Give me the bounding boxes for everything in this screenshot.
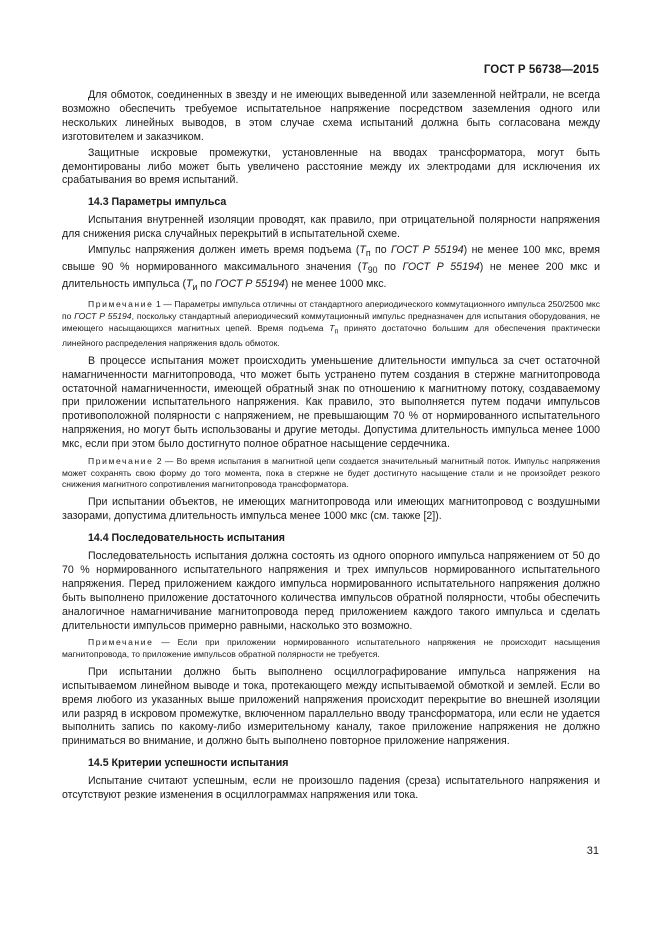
- paragraph-residual-magnetization: В процессе испытания может происходить уменьшение длительности импульса за счет остаточной намагниченности магнитопровода, что может быть устранено путем создания в стержне магнитопровода остаточной намагниченности, имеющей обратный знак по отношению к магнитному потоку, создаваемому при приложении испытательного напряжения. Как правило, это выполняется путем подачи импульсов противоположной полярности с напряжением, не превышающим 70 % от нормированного испытательного напряжения, но могут быть использованы и другие методы. Допустима длительность импульса менее 1000 мкс, если при этом было достигнуто полное обратное насыщение сердечника.: [62, 354, 600, 451]
- paragraph-test-sequence: Последовательность испытания должна состоять из одного опорного импульса напряжением от 50 до 70 % нормированного испытательного напряжения и трех импульсов нормированного испытательного напряжения. Перед приложением каждого импульса нормированного испытательного напряжения должно быть выполнено приложение достаточного количества импульсов обратной полярности, чтобы обеспечить аналогичное намагничивание магнитопровода перед приложением каждого такого импульса и сделать длительности импульсов примерно равными, насколько это возможно.: [62, 549, 600, 632]
- note-1: Примечание 1 — Параметры импульса отличны от стандартного апериодического коммутационного импульса 250/2500 мкс по ГОСТ Р 55194, поскольку стандартный апериодический коммутационный импульс предназначен для испытания оборудования, не имеющего насыщающихся магнитных цепей. Время подъема $T_п$ принято достаточно большим для обеспечения практически линейного распределения напряжения вдоль обмоток.: [62, 299, 601, 349]
- page-number: 31: [586, 845, 599, 857]
- note-label: Примечание: [88, 637, 154, 648]
- paragraph-oscillography: При испытании должно быть выполнено осциллографирование импульса напряжения на испытываемом линейном выводе и тока, протекающего между испытываемой обмоткой и землей. Если во время любого из указанных выше приложений напряжения происходит перекрытие во внешней изоляции или разряд в искровом промежутке, включенном параллельно вводу трансформатора, или если не удается выполнить запись по какому-либо измерительному каналу, такое приложение напряжения не должно приниматься во внимание, и должно быть выполнено повторное приложение напряжения.: [62, 665, 600, 748]
- paragraph-air-gaps: При испытании объектов, не имеющих магнитопровода или имеющих магнитопровод с воздушными зазорами, допустима длительность импульса менее 1000 мкс (см. также [2]).: [62, 496, 600, 523]
- paragraph-polarity: Испытания внутренней изоляции проводят, как правило, при отрицательной полярности напряжения для снижения риска случайных перекрытий в испытательной схеме.: [62, 214, 600, 241]
- section-heading-14-4: 14.4 Последовательность испытания: [88, 531, 285, 544]
- note-label: Примечание: [88, 456, 154, 467]
- paragraph-star-windings: Для обмоток, соединенных в звезду и не имеющих выведенной или заземленной нейтрали, не всегда возможно обеспечить требуемое испытательное напряжение посредством заземления одного или нескольких линейных выводов, в этом случае схема испытаний должна быть согласована между изготовителем и заказчиком.: [62, 89, 600, 143]
- note-3: Примечание — Если при приложении нормированного испытательного напряжения не происходит насыщения магнитопровода, то приложение импульсов обратной полярности не требуется.: [62, 637, 600, 660]
- paragraph-impulse-timing: Импульс напряжения должен иметь время подъема ($T_п$ по ГОСТ Р 55194) не менее 100 мкс, время свыше 90 % нормированного максимального значения ($T_{90}$ по ГОСТ Р 55194) не менее 200 мкс и длительность импульса ($T_и$ по ГОСТ Р 55194) не менее 1000 мкс.: [62, 244, 600, 293]
- section-heading-14-5: 14.5 Критерии успешности испытания: [88, 757, 289, 770]
- document-id-header: ГОСТ Р 56738—2015: [483, 64, 599, 76]
- note-label: Примечание: [88, 299, 154, 310]
- page-body: [62, 89, 600, 805]
- note-2: Примечание 2 — Во время испытания в магнитной цепи создается значительный магнитный поток. Импульс напряжения может сохранять свою форму до того момента, пока в стержне не будет достигнуто насыщение стали и не произойдет резкого снижения магнитного сопротивления магнитопровода трансформатора.: [62, 456, 600, 490]
- paragraph-success-criteria: Испытание считают успешным, если не произошло падения (среза) испытательного напряжения и отсутствуют резкие изменения в осциллограммах напряжения или тока.: [62, 775, 600, 802]
- paragraph-spark-gaps: Защитные искровые промежутки, установленные на вводах трансформатора, могут быть демонтированы либо может быть увеличено расстояние между их электродами для исключения их срабатывания во время испытаний.: [62, 146, 600, 187]
- section-heading-14-3: 14.3 Параметры импульса: [88, 196, 227, 209]
